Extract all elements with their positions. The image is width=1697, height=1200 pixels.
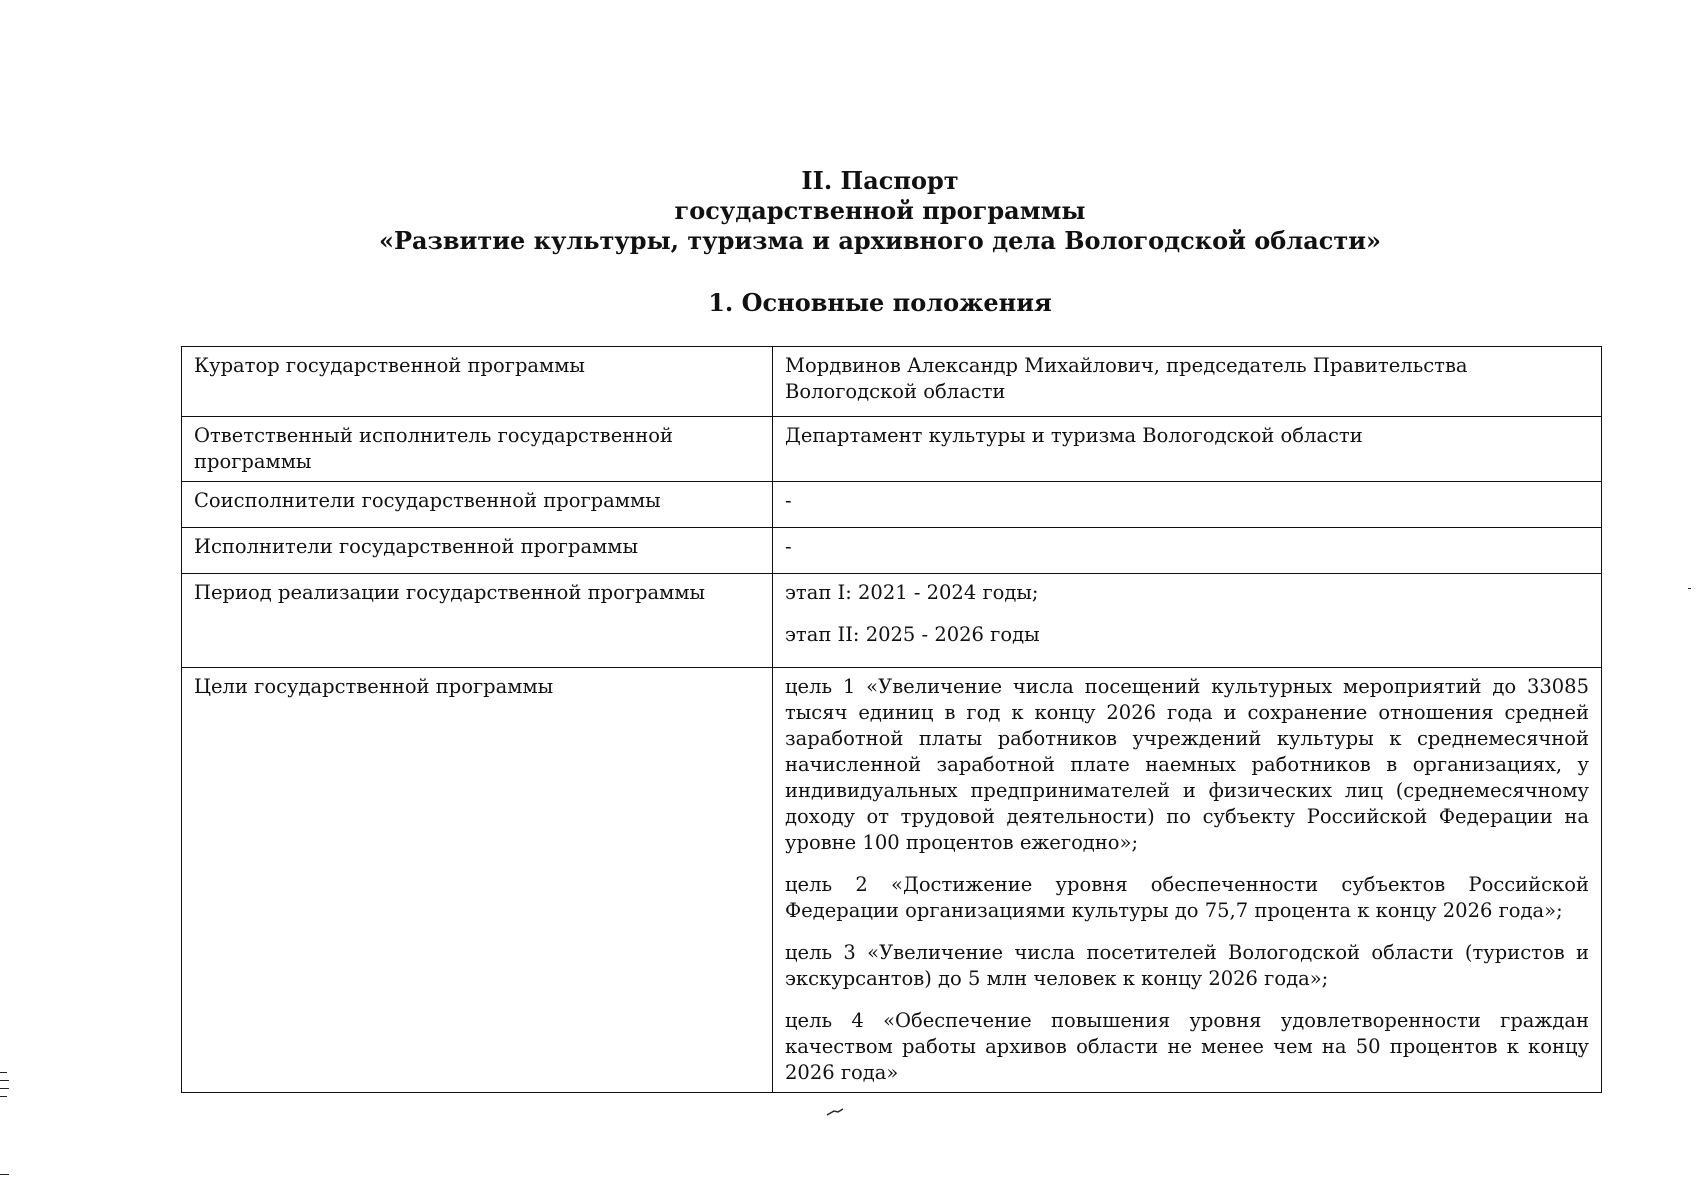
scan-mark [0,1072,7,1073]
section-heading: 1. Основные положения [708,288,1052,317]
scan-scratch-mark [826,1108,844,1116]
period-stage-1: этап I: 2021 - 2024 годы; [785,581,1039,604]
row-value-executors: - [773,528,1602,574]
table-row [182,347,1602,417]
table-row [182,528,1602,574]
goal-3: цель 3 «Увеличение числа посетителей Вологодской области (туристов и экскурсантов) до 5 млн человек к концу 2026 года»; [785,941,1589,990]
program-name: «Развитие культуры, туризма и архивного дела Вологодской области» [378,226,1382,255]
table-row [182,482,1602,528]
row-value-goals [773,668,1602,1093]
row-label-goals: Цели государственной программы [182,668,773,1093]
scan-mark [0,1174,9,1175]
table-row [182,668,1602,1093]
row-value-curator: Мордвинов Александр Михайлович, председатель Правительства Вологодской области [773,347,1602,417]
table-row [182,574,1602,668]
scan-mark [0,1088,9,1089]
goal-1: цель 1 «Увеличение числа посещений культурных мероприятий до 33085 тысяч единиц в год к концу 2026 года и сохранение отношения средней заработной платы работников учреждений культуры к среднемесячной начисленной заработной плате наемных работников в организациях, у индивидуальных предпринимателей и физических лиц (среднемесячному доходу от трудовой деятельности) по субъекту Российской Федерации на уровне 100 процентов ежегодно»; [785,675,1589,854]
scan-mark [0,1080,9,1081]
row-label-curator: Куратор государственной программы [182,347,773,417]
row-value-responsible-executor: Департамент культуры и туризма Вологодской области [773,417,1602,482]
period-stage-2: этап II: 2025 - 2026 годы [785,623,1040,646]
table-row [182,417,1602,482]
goal-2: цель 2 «Достижение уровня обеспеченности субъектов Российской Федерации организациями культуры до 75,7 процента к концу 2026 года»; [785,873,1589,922]
row-label-co-executors: Соисполнители государственной программы [182,482,773,528]
row-label-executors: Исполнители государственной программы [182,528,773,574]
program-passport-table [181,346,1602,1093]
scan-mark [1688,588,1691,589]
row-label-responsible-executor: Ответственный исполнитель государственной программы [182,417,773,482]
document-title: II. Паспорт [801,166,959,195]
scan-mark [0,1096,7,1097]
row-value-co-executors: - [773,482,1602,528]
row-label-period: Период реализации государственной программы [182,574,773,668]
document-subtitle: государственной программы [674,196,1086,225]
row-value-period [773,574,1602,668]
goal-4: цель 4 «Обеспечение повышения уровня удовлетворенности граждан качеством работы архивов области не менее чем на 50 процентов к концу 2026 года» [785,1009,1589,1084]
